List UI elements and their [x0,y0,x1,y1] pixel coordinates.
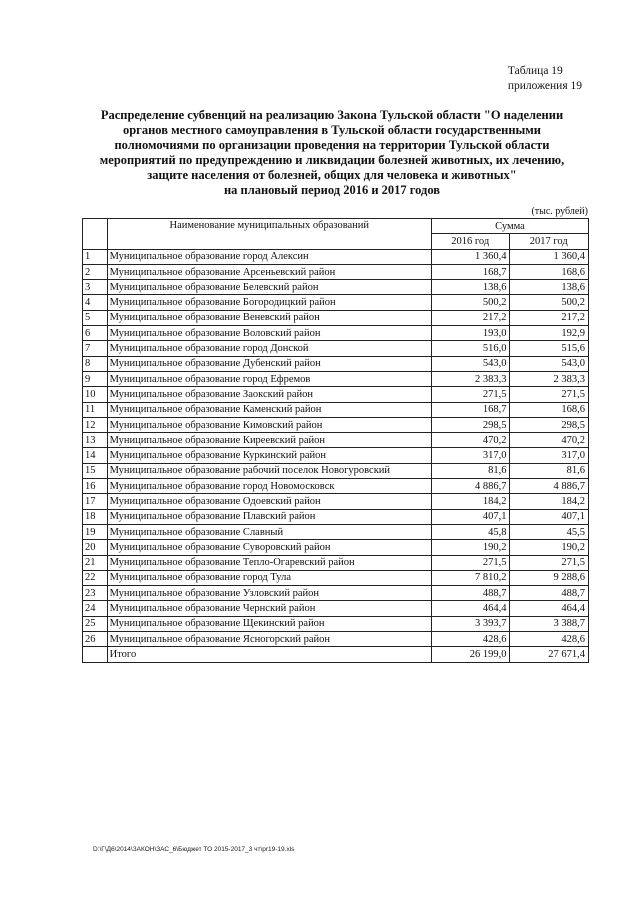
row-number: 23 [83,586,108,601]
table-row [83,586,589,601]
row-number: 22 [83,570,108,585]
amount-2016: 168,7 [431,264,510,279]
amount-2016: 317,0 [431,448,510,463]
amount-2016: 500,2 [431,295,510,310]
table-row [83,310,589,325]
amount-2016: 184,2 [431,494,510,509]
row-number: 3 [83,280,108,295]
municipality-name: Муниципальное образование Щекинский район [107,616,431,631]
amount-2016: 428,6 [431,632,510,647]
row-number: 24 [83,601,108,616]
table-row [83,494,589,509]
row-number: 14 [83,448,108,463]
row-number: 19 [83,524,108,539]
municipality-name: Муниципальное образование Богородицкий район [107,295,431,310]
amount-2017: 184,2 [510,494,589,509]
table-row [83,524,589,539]
municipality-name: Муниципальное образование Одоевский район [107,494,431,509]
table-row [83,479,589,494]
row-number: 16 [83,479,108,494]
municipality-name: Муниципальное образование Арсеньевский район [107,264,431,279]
municipality-name: Муниципальное образование Киреевский район [107,433,431,448]
total-row [83,647,589,662]
amount-2017: 271,5 [510,387,589,402]
table-row [83,356,589,371]
total-label: Итого [107,647,431,662]
municipality-name: Муниципальное образование Кимовский район [107,417,431,432]
amount-2017: 543,0 [510,356,589,371]
table-row [83,264,589,279]
row-number: 25 [83,616,108,631]
amount-2016: 138,6 [431,280,510,295]
municipality-name: Муниципальное образование Белевский район [107,280,431,295]
amount-2017: 138,6 [510,280,589,295]
municipality-name: Муниципальное образование город Алексин [107,249,431,264]
amount-2017: 81,6 [510,463,589,478]
table-row [83,616,589,631]
table-row [83,249,589,264]
row-number: 5 [83,310,108,325]
municipality-name: Муниципальное образование рабочий поселок Новогуровский [107,463,431,478]
amount-2016: 298,5 [431,417,510,432]
title-line: Распределение субвенций на реализацию Закона Тульской области "О наделении [100,108,564,122]
amount-2016: 193,0 [431,326,510,341]
amount-2017: 4 886,7 [510,479,589,494]
table-row [83,509,589,524]
municipality-name: Муниципальное образование Ясногорский район [107,632,431,647]
amount-2016: 190,2 [431,540,510,555]
municipality-name: Муниципальное образование Тепло-Огаревский район [107,555,431,570]
header-sum: Сумма [431,219,588,234]
table-row [83,540,589,555]
municipality-name: Муниципальное образование Чернский район [107,601,431,616]
table-body [83,249,589,647]
row-number: 13 [83,433,108,448]
amount-2017: 45,5 [510,524,589,539]
amount-2017: 488,7 [510,586,589,601]
amount-2016: 4 886,7 [431,479,510,494]
amount-2016: 1 360,4 [431,249,510,264]
amount-2017: 9 288,6 [510,570,589,585]
row-number: 20 [83,540,108,555]
table-row [83,371,589,386]
total-2017: 27 671,4 [510,647,589,662]
row-number: 6 [83,326,108,341]
amount-2016: 464,4 [431,601,510,616]
row-number: 11 [83,402,108,417]
table-row [83,341,589,356]
title-line: защите населения от болезней, общих для человека и животных" [147,168,517,182]
row-number: 7 [83,341,108,356]
amount-2017: 192,9 [510,326,589,341]
row-number: 12 [83,417,108,432]
amount-2016: 543,0 [431,356,510,371]
appendix-label: приложения 19 [507,80,582,92]
table-row [83,570,589,585]
header-2017: 2017 год [510,234,589,249]
table-row [83,448,589,463]
municipality-name: Муниципальное образование Веневский район [107,310,431,325]
table-row [83,402,589,417]
row-number: 8 [83,356,108,371]
header-2016: 2016 год [431,234,510,249]
header-name: Наименование муниципальных образований [107,219,431,250]
table-reference [508,64,582,94]
amount-2016: 217,2 [431,310,510,325]
row-number: 18 [83,509,108,524]
table-row [83,387,589,402]
municipality-name: Муниципальное образование Суворовский район [107,540,431,555]
amount-2017: 515,6 [510,341,589,356]
amount-2017: 464,4 [510,601,589,616]
municipality-name: Муниципальное образование Славный [107,524,431,539]
amount-2016: 168,7 [431,402,510,417]
municipality-name: Муниципальное образование Куркинский район [107,448,431,463]
row-number: 4 [83,295,108,310]
amount-2017: 190,2 [510,540,589,555]
row-number: 2 [83,264,108,279]
amount-2017: 271,5 [510,555,589,570]
amount-2016: 488,7 [431,586,510,601]
row-number: 9 [83,371,108,386]
table-row [83,632,589,647]
amount-2016: 45,8 [431,524,510,539]
row-number: 10 [83,387,108,402]
table-row [83,280,589,295]
municipality-name: Муниципальное образование город Тула [107,570,431,585]
document-title [96,108,568,198]
row-number: 17 [83,494,108,509]
table-header-row [83,219,589,234]
amount-2017: 168,6 [510,402,589,417]
total-2016: 26 199,0 [431,647,510,662]
table-row [83,555,589,570]
row-number: 15 [83,463,108,478]
amount-2017: 407,1 [510,509,589,524]
header-number-cell [83,219,108,250]
row-number: 21 [83,555,108,570]
municipality-name: Муниципальное образование Узловский район [107,586,431,601]
amount-2017: 1 360,4 [510,249,589,264]
amount-2016: 407,1 [431,509,510,524]
table-label: Таблица 19 [507,65,563,77]
row-number: 26 [83,632,108,647]
amount-2017: 470,2 [510,433,589,448]
units-note: (тыс. рублей) [531,206,588,217]
subvention-table [82,218,589,663]
table-row [83,417,589,432]
amount-2017: 500,2 [510,295,589,310]
amount-2016: 3 393,7 [431,616,510,631]
amount-2016: 81,6 [431,463,510,478]
title-line: органов местного самоуправления в Тульской области государственными [122,123,542,137]
municipality-name: Муниципальное образование город Донской [107,341,431,356]
title-line: полномочиями по организации проведения на территории Тульской области [114,138,550,152]
amount-2017: 2 383,3 [510,371,589,386]
municipality-name: Муниципальное образование город Ефремов [107,371,431,386]
amount-2016: 7 810,2 [431,570,510,585]
amount-2017: 317,0 [510,448,589,463]
amount-2016: 271,5 [431,387,510,402]
amount-2017: 168,6 [510,264,589,279]
table-row [83,433,589,448]
municipality-name: Муниципальное образование город Новомосковск [107,479,431,494]
table-row [83,463,589,478]
amount-2017: 428,6 [510,632,589,647]
amount-2016: 2 383,3 [431,371,510,386]
title-line: на плановый период 2016 и 2017 годов [223,183,441,197]
table-row [83,326,589,341]
row-number: 1 [83,249,108,264]
file-path: D:\Г\Д6\2014\ЗАКОН\ЗАС_6\Бюджет ТО 2015-2017_3 чт\pr19-19.xls [93,846,295,853]
total-number-cell [83,647,108,662]
table-row [83,601,589,616]
municipality-name: Муниципальное образование Каменский район [107,402,431,417]
municipality-name: Муниципальное образование Заокский район [107,387,431,402]
amount-2016: 516,0 [431,341,510,356]
amount-2017: 298,5 [510,417,589,432]
amount-2017: 3 388,7 [510,616,589,631]
amount-2016: 271,5 [431,555,510,570]
title-line: мероприятий по предупреждению и ликвидации болезней животных, их лечению, [99,153,565,167]
amount-2017: 217,2 [510,310,589,325]
municipality-name: Муниципальное образование Дубенский район [107,356,431,371]
municipality-name: Муниципальное образование Воловский район [107,326,431,341]
municipality-name: Муниципальное образование Плавский район [107,509,431,524]
table-row [83,295,589,310]
amount-2016: 470,2 [431,433,510,448]
